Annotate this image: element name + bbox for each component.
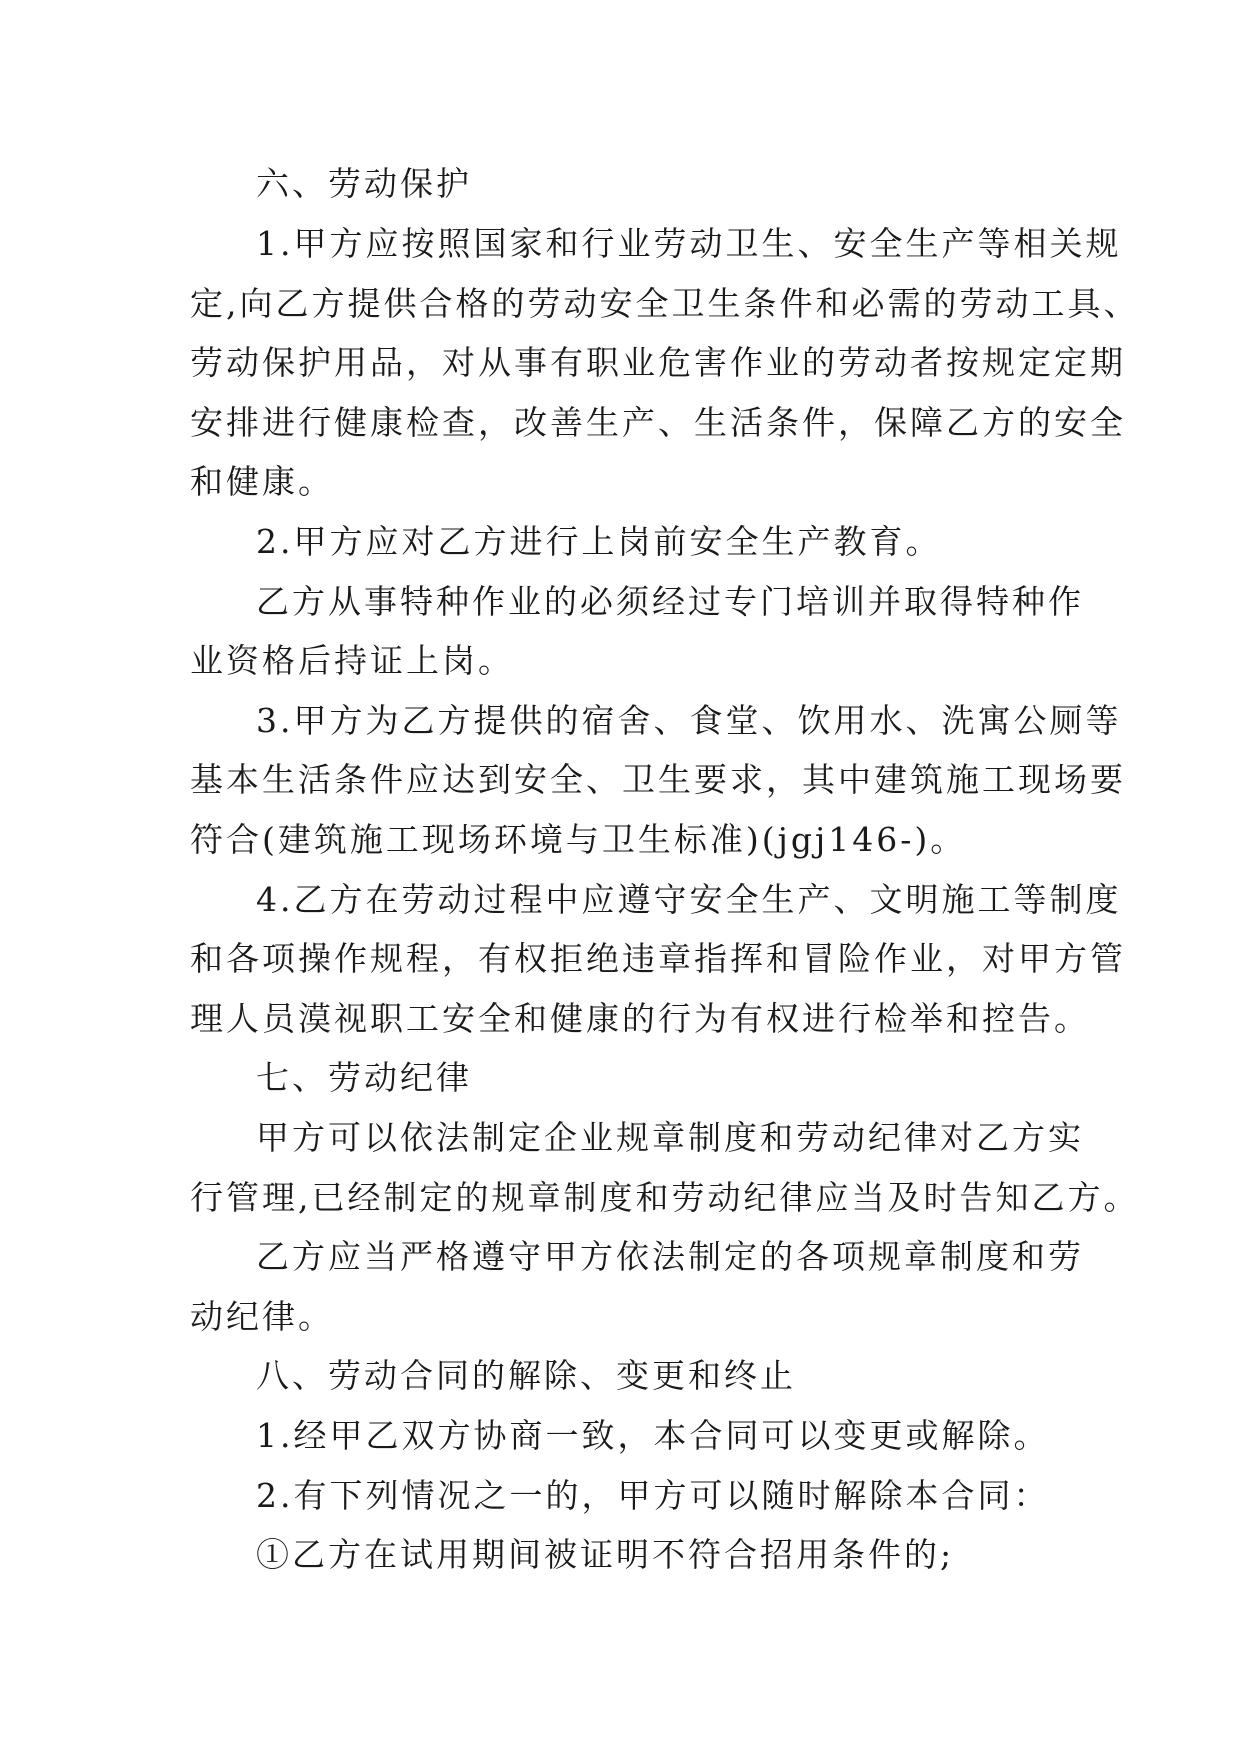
- paragraph-line: 2.有下列情况之一的，甲方可以随时解除本合同：: [256, 1476, 1050, 1515]
- paragraph-line: 2.甲方应对乙方进行上岗前安全生产教育。: [256, 522, 942, 561]
- section-heading-contract-termination: 八、劳动合同的解除、变更和终止: [256, 1356, 796, 1395]
- section-heading-labor-discipline: 七、劳动纪律: [256, 1058, 472, 1097]
- paragraph-line: 业资格后持证上岗。: [190, 641, 514, 680]
- paragraph-line: 劳动保护用品，对从事有职业危害作业的劳动者按规定定期: [190, 343, 1126, 382]
- paragraph-line: 动纪律。: [190, 1297, 334, 1336]
- paragraph-line: 符合(建筑施工现场环境与卫生标准)(jgj146-)。: [190, 820, 967, 859]
- paragraph-line: 定,向乙方提供合格的劳动安全卫生条件和必需的劳动工具、: [190, 284, 1140, 323]
- paragraph-line: ①乙方在试用期间被证明不符合招用条件的;: [256, 1535, 955, 1574]
- paragraph-line: 理人员漠视职工安全和健康的行为有权进行检举和控告。: [190, 999, 1090, 1038]
- paragraph-line: 安排进行健康检查，改善生产、生活条件，保障乙方的安全: [190, 403, 1126, 442]
- paragraph-line: 乙方应当严格遵守甲方依法制定的各项规章制度和劳: [256, 1237, 1084, 1276]
- paragraph-line: 和各项操作规程，有权拒绝违章指挥和冒险作业，对甲方管: [190, 939, 1126, 978]
- paragraph-line: 1.经甲乙双方协商一致，本合同可以变更或解除。: [256, 1416, 1050, 1455]
- paragraph-line: 3.甲方为乙方提供的宿舍、食堂、饮用水、洗寓公厕等: [256, 701, 1122, 740]
- section-heading-labor-protection: 六、劳动保护: [256, 164, 472, 203]
- paragraph-line: 甲方可以依法制定企业规章制度和劳动纪律对乙方实: [256, 1118, 1084, 1157]
- paragraph-line: 基本生活条件应达到安全、卫生要求，其中建筑施工现场要: [190, 760, 1126, 799]
- paragraph-line: 4.乙方在劳动过程中应遵守安全生产、文明施工等制度: [256, 880, 1122, 919]
- paragraph-line: 1.甲方应按照国家和行业劳动卫生、安全生产等相关规: [256, 224, 1122, 263]
- paragraph-line: 行管理,已经制定的规章制度和劳动纪律应当及时告知乙方。: [190, 1178, 1140, 1217]
- paragraph-line: 乙方从事特种作业的必须经过专门培训并取得特种作: [256, 582, 1084, 621]
- paragraph-line: 和健康。: [190, 462, 334, 501]
